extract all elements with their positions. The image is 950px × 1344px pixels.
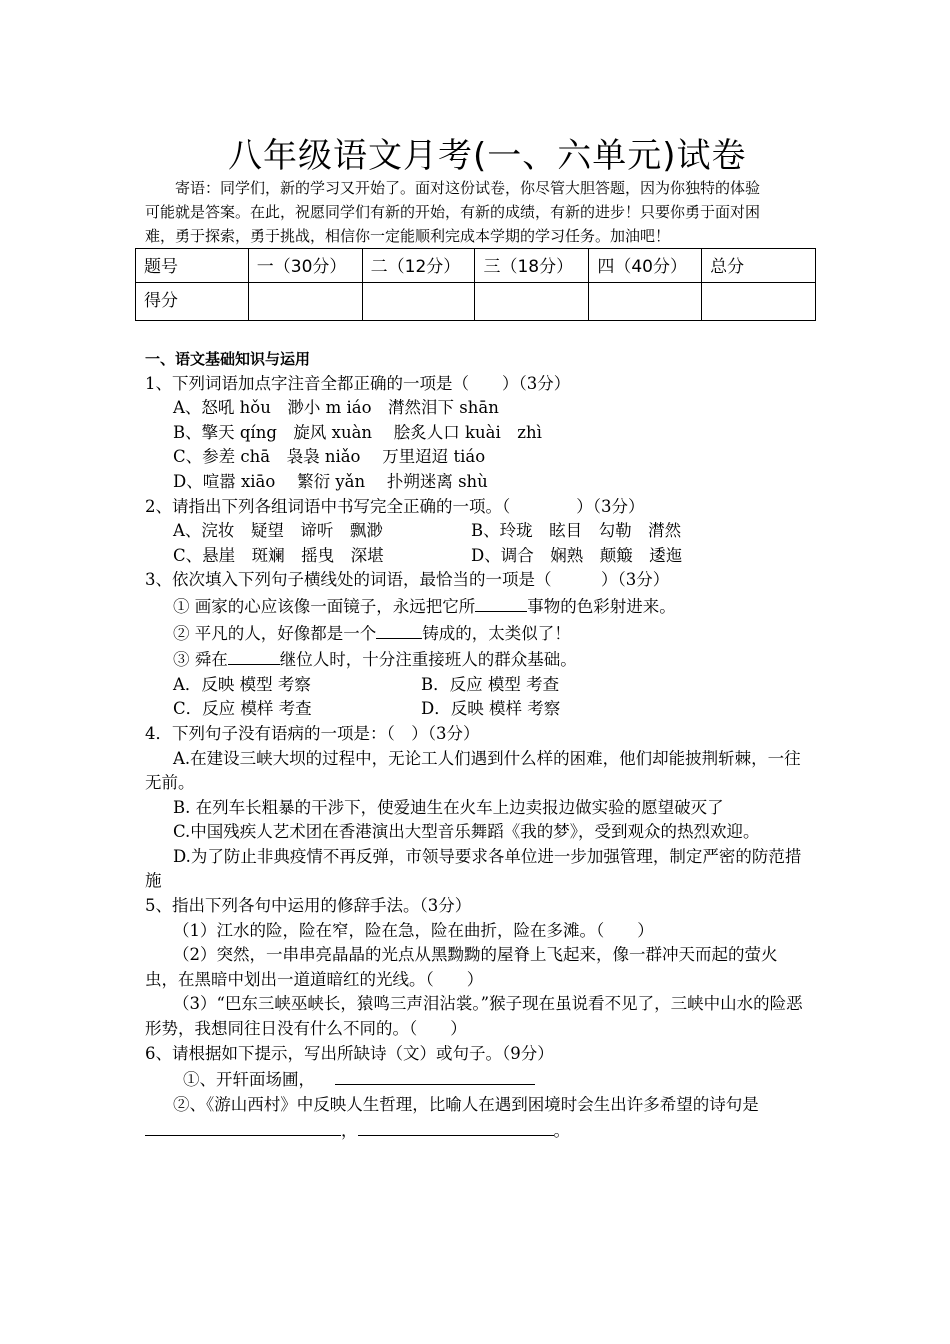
sentence-text: ② 平凡的人，好像都是一个: [173, 623, 377, 643]
table-row-label: 得分: [136, 283, 249, 321]
answer-blank[interactable]: [358, 1117, 554, 1136]
option: A、浣妆 疑望 谛听 飘渺: [173, 521, 383, 541]
answer-blank[interactable]: [335, 1066, 535, 1085]
intro-message: [145, 176, 810, 248]
option: A．反映 模型 考察: [173, 674, 311, 694]
score-cell[interactable]: [589, 283, 702, 321]
sentence-text: 铸成的，太类似了！: [422, 623, 571, 643]
sub-question: （3）“巴东三峡巫峡长，猿鸣三声泪沾裳。”猴子现在虽说看不见了，三峡中山水的险恶形势，我想同往日没有什么不同的。（ ）: [145, 994, 803, 1039]
table-header-cell: 二（12分）: [362, 249, 475, 283]
fill-sentence: [145, 620, 810, 647]
fill-sentence: [145, 1093, 810, 1144]
intro-line: 可能就是答案。在此，祝愿同学们有新的开始，有新的成绩，有新的进步！只要你勇于面对困: [145, 203, 761, 221]
question-stem: 2、请指出下列各组词语中书写完全正确的一项。（ ）（3分）: [145, 496, 645, 516]
sentence-text: ①、开轩面场圃，: [183, 1070, 315, 1090]
option: B、擎天 qíng 旋风 xuàn 脍炙人口 kuài zhì: [173, 422, 542, 442]
score-cell[interactable]: [362, 283, 475, 321]
question-stem: 5、指出下列各句中运用的修辞手法。（3分）: [145, 896, 472, 916]
table-row: [136, 249, 816, 283]
table-header-cell: 一（30分）: [248, 249, 362, 283]
sentence-text: 继位人时，十分注重接班人的群众基础。: [279, 650, 577, 670]
sentence-text: 事物的色彩射进来。: [527, 596, 676, 616]
score-cell[interactable]: [475, 283, 589, 321]
option: C、参差 chā 袅袅 niǎo 万里迢迢 tiáo: [173, 447, 486, 467]
option-row: [145, 697, 810, 722]
fill-sentence: [145, 1066, 810, 1093]
page-title: 八年级语文月考(一、六单元)试卷: [228, 136, 747, 176]
intro-line: 难，勇于探索，勇于挑战，相信你一定能顺利完成本学期的学习任务。加油吧！: [145, 227, 671, 245]
option-row: [145, 673, 810, 698]
table-header-cell: 总分: [702, 249, 816, 283]
blank-line[interactable]: [228, 646, 280, 665]
option-row: [145, 519, 810, 544]
option-row: [145, 544, 810, 569]
option: D、喧嚣 xiāo 繁衍 yǎn 扑朔迷离 shù: [173, 471, 488, 491]
section-1: [145, 347, 810, 1144]
section-heading: 一、语文基础知识与运用: [145, 350, 311, 368]
fill-sentence: [145, 593, 810, 620]
punctuation: ，: [341, 1121, 358, 1141]
question-stem: 4．下列句子没有语病的一项是：（ ）（3分）: [145, 723, 480, 743]
option: C.中国残疾人艺术团在香港演出大型音乐舞蹈《我的梦》，受到观众的热烈欢迎。: [173, 822, 760, 842]
question-stem: 1、下列词语加点字注音全都正确的一项是（ ）（3分）: [145, 373, 571, 393]
question-stem: 3、依次填入下列句子横线处的词语，最恰当的一项是（ ）（3分）: [145, 570, 670, 590]
answer-blank[interactable]: [145, 1117, 341, 1136]
option: B、玲珑 眩目 勾勒 潸然: [471, 521, 682, 541]
table-header-cell: 三（18分）: [475, 249, 589, 283]
sentence-text: ③ 舜在: [173, 650, 228, 670]
option: B．反应 模型 考查: [421, 674, 560, 694]
sub-question: （2）突然，一串串亮晶晶的光点从黑黝黝的屋脊上飞起来，像一群冲天而起的萤火虫，在黑暗中划出一道道暗红的光线。（ ）: [145, 945, 778, 989]
score-cell[interactable]: [702, 283, 816, 321]
option: A、怒吼 hǒu 渺小 m iáo 潸然泪下 shān: [173, 398, 499, 418]
table-header-cell: 四（40分）: [589, 249, 702, 283]
option: D．反映 模样 考察: [421, 699, 561, 719]
table-header-cell: 题号: [136, 249, 249, 283]
option: B. 在列车长粗暴的干涉下，使爱迪生在火车上边卖报边做实验的愿望破灭了: [173, 797, 724, 817]
option: A.在建设三峡大坝的过程中，无论工人们遇到什么样的困难，他们却能披荆斩棘，一往无前。: [145, 748, 801, 793]
option: D.为了防止非典疫情不再反弹，市领导要求各单位进一步加强管理，制定严密的防范措施: [145, 846, 802, 891]
sentence-text: ②、《游山西村》中反映人生哲理，比喻人在遇到困境时会生出许多希望的诗句是: [173, 1094, 759, 1114]
blank-line[interactable]: [475, 593, 527, 612]
fill-sentence: [145, 646, 810, 673]
sub-question: （1）江水的险，险在窄，险在急，险在曲折，险在多滩。（ ）: [173, 920, 654, 940]
table-row: [136, 283, 816, 321]
punctuation: 。: [553, 1121, 570, 1141]
sentence-text: ① 画家的心应该像一面镜子，永远把它所: [173, 596, 476, 616]
question-stem: 6、请根据如下提示，写出所缺诗（文）或句子。（9分）: [145, 1043, 554, 1063]
intro-line: 寄语：同学们，新的学习又开始了。面对这份试卷，你尽管大胆答题，因为你独特的体验: [175, 179, 761, 197]
option: C．反应 模样 考查: [173, 699, 312, 719]
score-cell[interactable]: [248, 283, 362, 321]
blank-line[interactable]: [376, 620, 422, 639]
option: D、调合 娴熟 颠簸 逶迤: [471, 545, 683, 565]
score-table: [135, 248, 816, 321]
option: C、悬崖 斑斓 摇曳 深堪: [173, 545, 384, 565]
